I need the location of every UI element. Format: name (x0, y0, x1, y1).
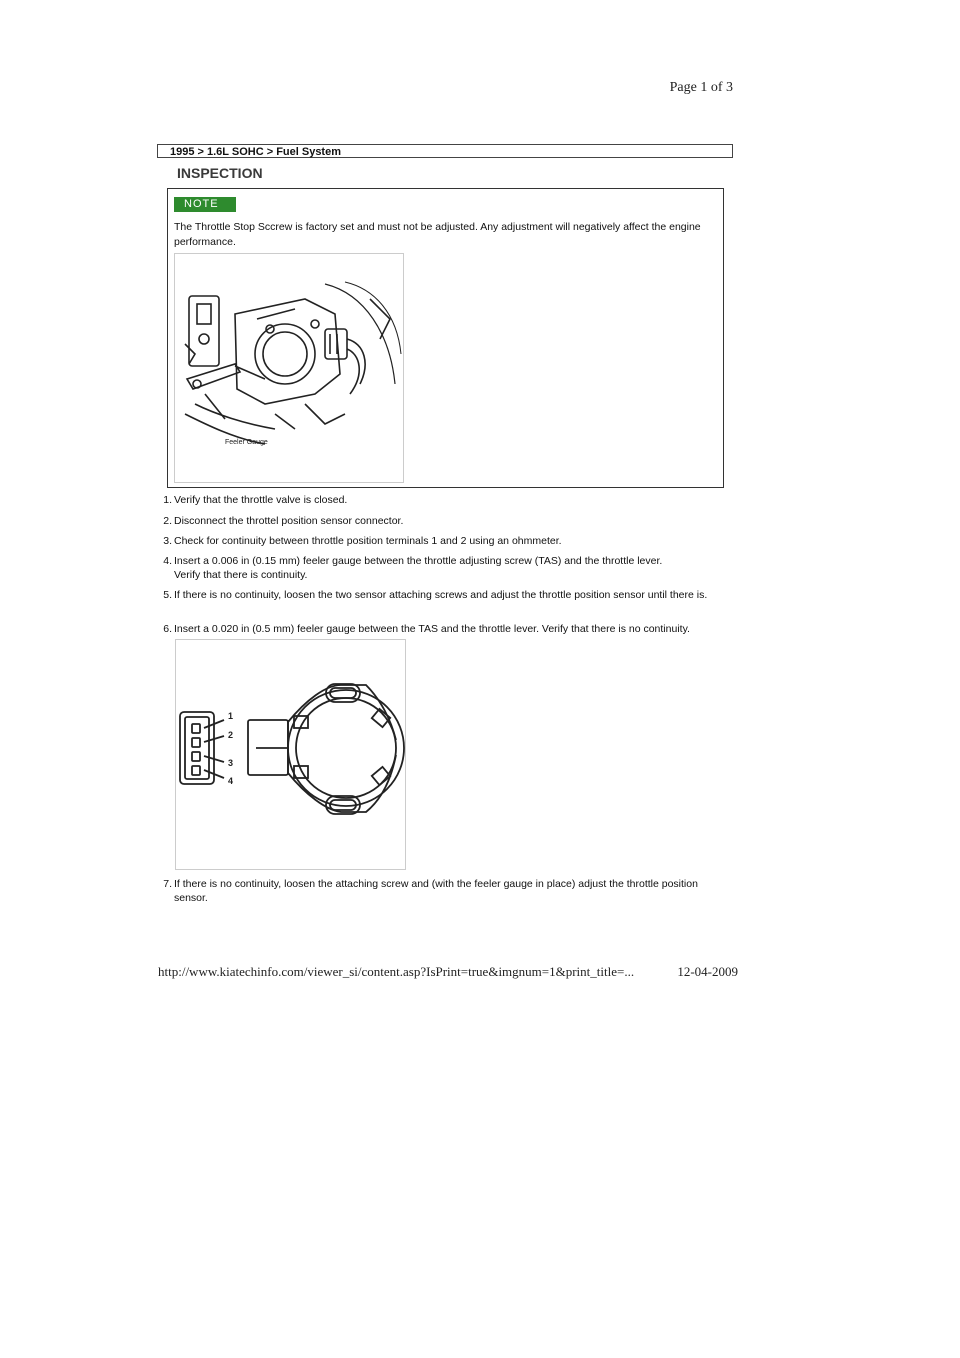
footer-date: 12-04-2009 (677, 964, 738, 979)
sensor-drawing (176, 640, 405, 869)
pin-label-1: 1 (228, 711, 234, 721)
breadcrumb: 1995 > 1.6L SOHC > Fuel System (157, 144, 733, 158)
step-number: 2. (163, 515, 172, 527)
pin-label-2: 2 (228, 730, 234, 740)
step-text: Insert a 0.006 in (0.15 mm) feeler gauge between the throttle adjusting screw (TAS) and the throttle lever. (174, 555, 663, 567)
step-number: 4. (163, 555, 172, 567)
throttle-position-sensor-figure (175, 639, 406, 870)
throttle-body-drawing (175, 254, 403, 482)
note-text: The Throttle Stop Sccrew is factory set and must not be adjusted. Any adjustment will negatively affect the engine performance. (174, 221, 701, 248)
note-badge: NOTE (174, 197, 236, 212)
step-number: 5. (163, 589, 172, 601)
step-number: 3. (163, 535, 172, 547)
step-text: If there is no continuity, loosen the two sensor attaching screws and adjust the throttle position sensor until there is. (174, 589, 708, 601)
footer-url: http://www.kiatechinfo.com/viewer_si/content.asp?IsPrint=true&imgnum=1&print_title=... (158, 964, 635, 979)
section-heading: INSPECTION (177, 165, 263, 181)
step-text: Check for continuity between throttle position terminals 1 and 2 using an ohmmeter. (174, 535, 562, 547)
note-box (167, 188, 724, 488)
step-text: Disconnect the throttel position sensor connector. (174, 515, 404, 527)
feeler-gauge-label: Feeler Gauge (225, 439, 268, 446)
step-number: 7. (163, 878, 172, 890)
step-text-continued: Verify that there is continuity. (174, 569, 308, 581)
step-number: 1. (163, 494, 172, 506)
page-number: Page 1 of 3 (669, 80, 733, 95)
step-text: Insert a 0.020 in (0.5 mm) feeler gauge between the TAS and the throttle lever. Verify that there is no continuity. (174, 623, 690, 635)
step-number: 6. (163, 623, 172, 635)
throttle-body-figure (174, 253, 404, 483)
step-text: If there is no continuity, loosen the attaching screw and (with the feeler gauge in place) adjust the throttle position sensor. (174, 878, 698, 904)
pin-label-4: 4 (228, 776, 234, 786)
pin-label-3: 3 (228, 758, 234, 768)
step-text: Verify that the throttle valve is closed. (174, 494, 348, 506)
